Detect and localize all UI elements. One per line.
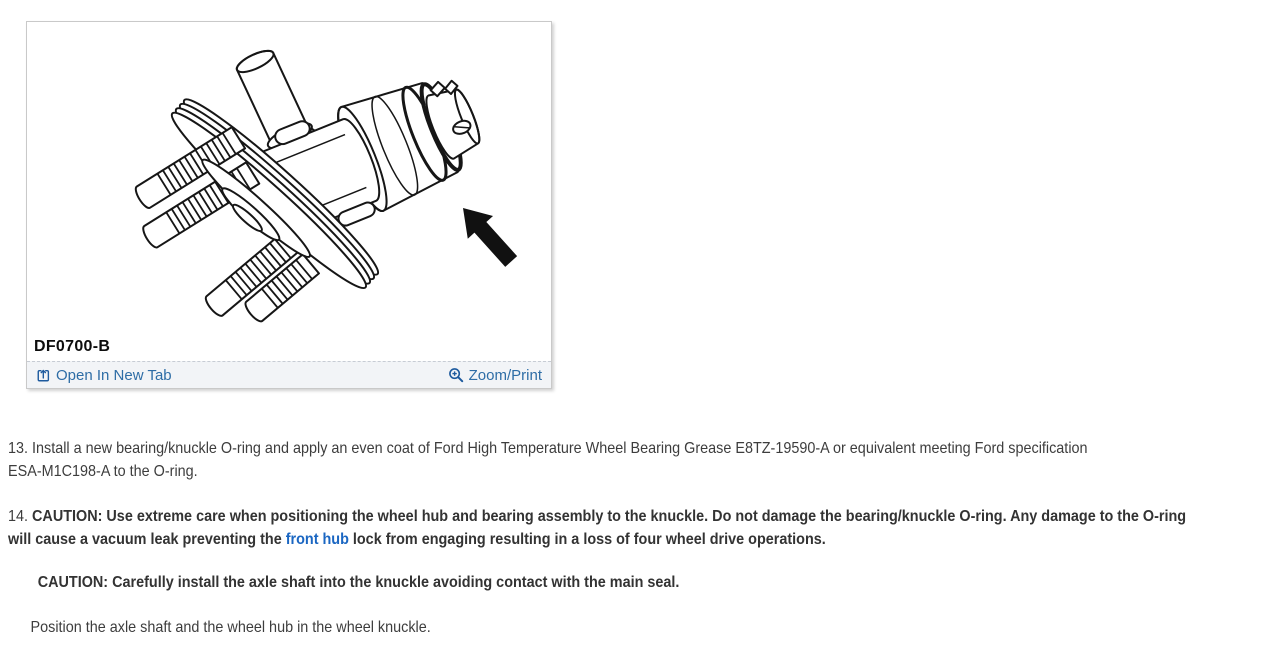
figure-panel (26, 21, 552, 389)
zoom-print-label: Zoom/Print (468, 366, 542, 384)
caution-axle-shaft: CAUTION: Carefully install the axle shaft into the knuckle avoiding contact with the main seal. (37, 574, 680, 591)
step-14-line-1 (8, 505, 1268, 528)
step-14-line-2-pre: will cause a vacuum leak preventing the (8, 531, 286, 548)
open-in-new-tab-link[interactable] (36, 367, 172, 384)
hub-bearing-assembly (100, 22, 521, 360)
front-hub-link[interactable]: front hub (285, 531, 349, 548)
step-14-number: 14. (8, 508, 33, 525)
step-13-line-2: ESA-M1C198-A to the O-ring. (8, 463, 198, 480)
step-13-line-1: 13. Install a new bearing/knuckle O-ring and apply an even coat of Ford High Temperature Wheel Bearing Grease E8TZ-19590-A or equivalent meeting Ford specification (8, 440, 1088, 457)
step-14 (8, 505, 1268, 551)
zoom-magnifier-icon (448, 367, 464, 383)
step-14-caution-text: CAUTION: Use extreme care when positioning the wheel hub and bearing assembly to the knuckle. Do not damage the bearing/knuckle O-ring. Any damage to the O-ring (32, 508, 1187, 525)
instructions (8, 437, 1268, 661)
zoom-print-link[interactable] (448, 367, 542, 384)
step-13 (8, 437, 1268, 483)
figure-label: DF0700-B (34, 338, 111, 355)
position-note: Position the axle shaft and the wheel hub in the wheel knuckle. (30, 619, 431, 636)
figure-drawing-area (27, 22, 551, 361)
callout-arrow (450, 197, 523, 273)
figure-footer (27, 361, 551, 388)
hub-assembly-drawing (27, 22, 549, 360)
step-14-line-2-post: lock from engaging resulting in a loss of four wheel drive operations. (348, 531, 826, 548)
open-in-new-tab-icon (36, 368, 51, 383)
step-14-line-2 (8, 528, 1268, 551)
open-in-new-tab-label: Open In New Tab (56, 366, 172, 384)
